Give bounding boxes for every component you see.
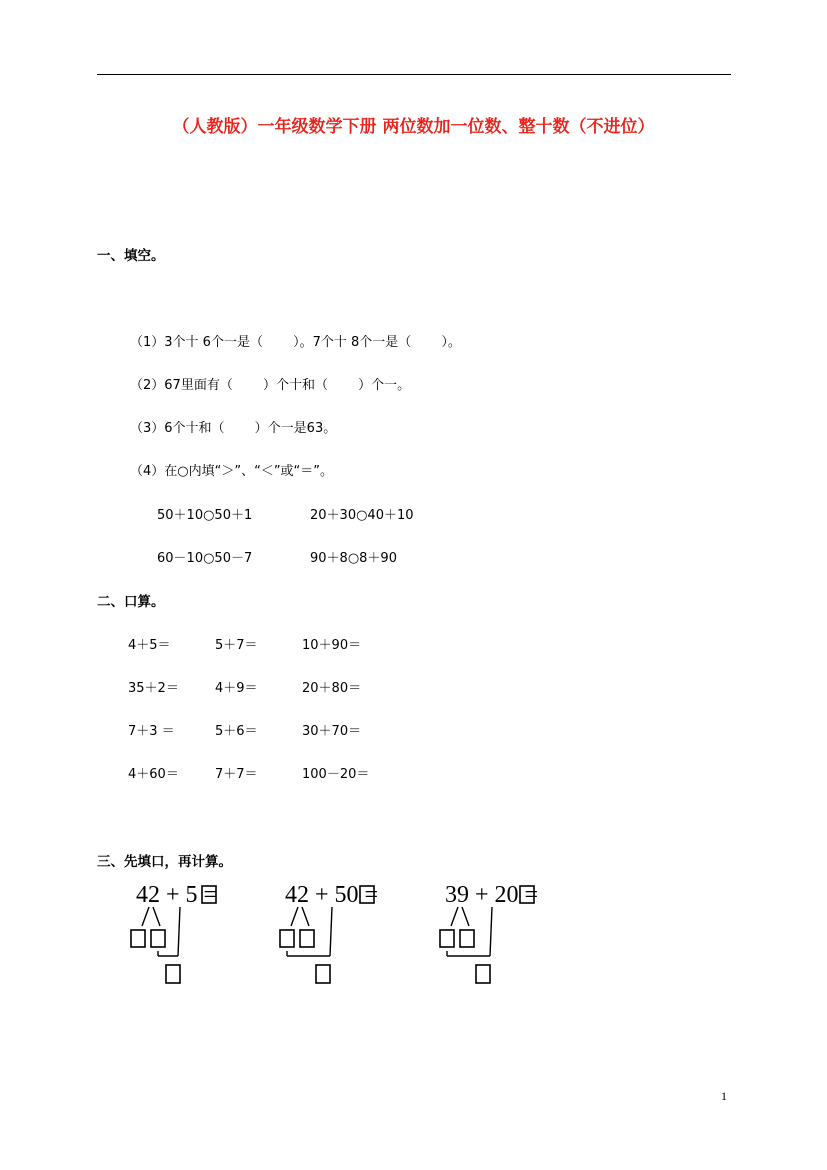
tens-box: [280, 930, 294, 947]
oral-calc-item: 100－20＝: [302, 767, 370, 782]
section-3-heading: 三、先填口，再计算。: [97, 854, 232, 870]
ones-box: [300, 930, 314, 947]
oral-calc-item: 30＋70＝: [302, 724, 362, 739]
bracket-line: [330, 907, 332, 956]
bracket-line: [490, 907, 492, 956]
diagram-equation: 42 + 5 =: [136, 882, 218, 908]
diagram-equation: 39 + 20 =: [445, 882, 539, 908]
split-line-right: [462, 907, 469, 926]
tens-box: [440, 930, 454, 947]
oral-calc-item: 35＋2＝: [128, 681, 179, 696]
decomposition-diagram: [275, 876, 395, 991]
split-line-left: [291, 907, 298, 926]
decomposition-diagram: [126, 876, 236, 991]
question-3: （3）6个十和（ ）个一是63。: [130, 421, 337, 436]
oral-calc-item: 7＋3 ＝: [128, 724, 175, 739]
oral-calc-item: 5＋7＝: [215, 638, 258, 653]
header-rule: [97, 74, 731, 75]
compare-item: 60－10○50－7: [157, 551, 253, 566]
oral-calc-item: 4＋60＝: [128, 767, 179, 782]
section-2-heading: 二、口算。: [97, 594, 165, 610]
compare-item: 20＋30○40＋10: [310, 508, 414, 523]
oral-calc-item: 4＋5＝: [128, 638, 171, 653]
question-4: （4）在○内填“＞”、“＜”或“＝”。: [130, 464, 334, 479]
ones-box: [460, 930, 474, 947]
compare-item: 50＋10○50＋1: [157, 508, 253, 523]
result-box: [476, 965, 490, 983]
question-1: （1）3个十 6个一是（ ）。7个十 8个一是（ ）。: [130, 335, 461, 350]
result-box: [166, 965, 180, 983]
question-2: （2）67里面有（ ）个十和（ ）个一。: [130, 378, 411, 393]
decomposition-diagram: [435, 876, 555, 991]
oral-calc-item: 5＋6＝: [215, 724, 258, 739]
split-line-right: [302, 907, 309, 926]
compare-item: 90＋8○8＋90: [310, 551, 397, 566]
diagram-equation: 42 + 50 =: [285, 882, 379, 908]
oral-calc-item: 4＋9＝: [215, 681, 258, 696]
section-1-heading: 一、填空。: [97, 248, 165, 264]
ones-box: [151, 930, 165, 947]
oral-calc-item: 7＋7＝: [215, 767, 258, 782]
tens-box: [131, 930, 145, 947]
split-line-left: [142, 907, 149, 926]
oral-calc-item: 20＋80＝: [302, 681, 362, 696]
bracket-line: [178, 907, 180, 956]
split-line-left: [451, 907, 458, 926]
page-number: 1: [721, 1089, 727, 1103]
result-box: [316, 965, 330, 983]
split-line-right: [153, 907, 160, 926]
oral-calc-item: 10＋90＝: [302, 638, 362, 653]
page-title: （人教版）一年级数学下册 两位数加一位数、整十数（不进位）: [172, 117, 655, 137]
